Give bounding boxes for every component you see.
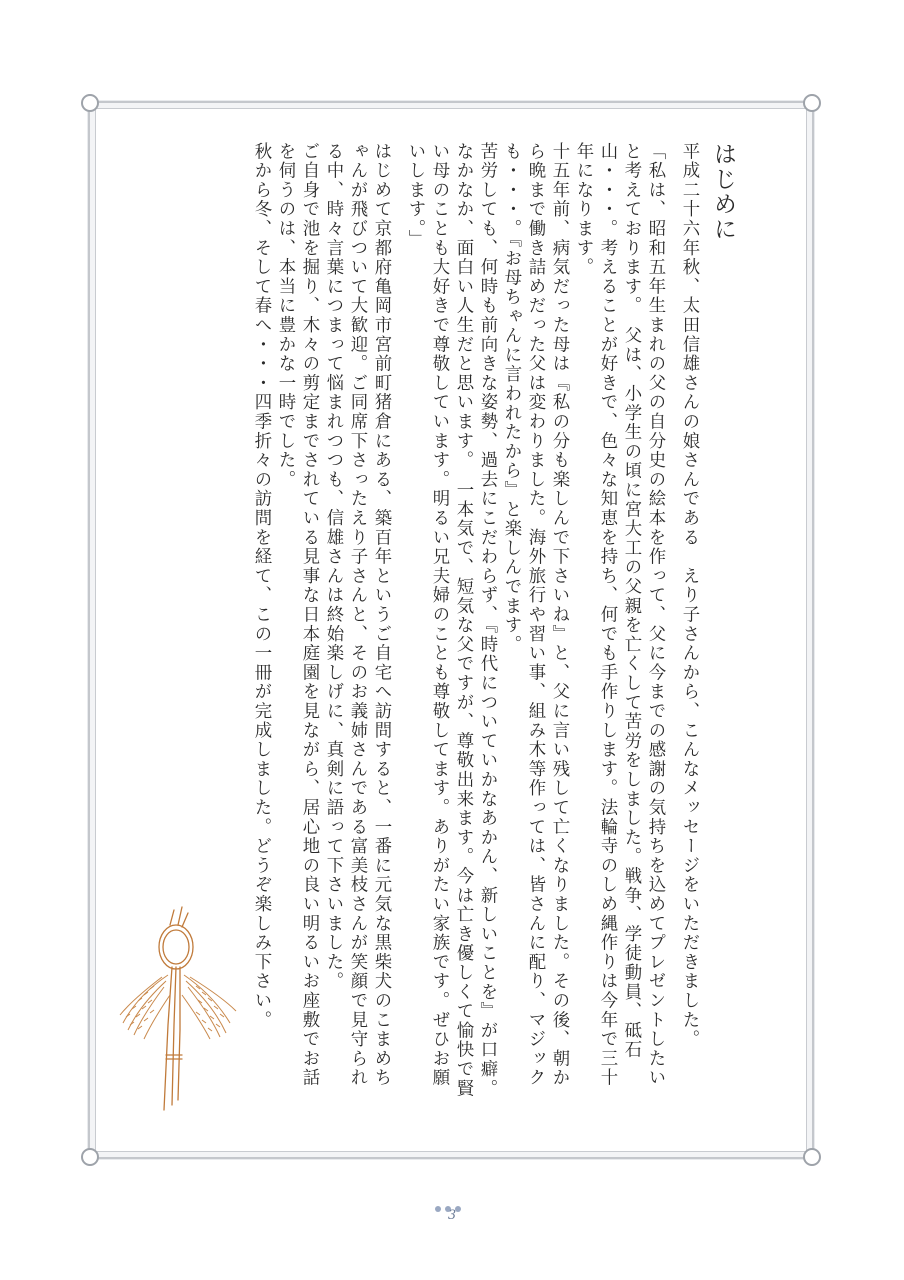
paragraph-4: はじめて京都府亀岡市宮前町猪倉にある、築百年というご自宅へ訪問すると、一番に元気な黒柴犬のこまめちゃんが飛びついて大歓迎。ご同席下さったえり子さんと、そのお義姉さんである富美枝さんが笑顔で見守られる中、時々言葉につまって悩まれつつも、信雄さんは終始楽しげに、真剣に語って下さいました。 <box>323 142 391 1088</box>
frame-corner-ornament <box>803 1148 821 1166</box>
page-title: はじめに <box>710 142 736 242</box>
paragraph-6: 秋から冬、そして春へ・・・四季折々の訪問を経て、この一冊が完成しました。どうぞ楽しみ下さい。 <box>251 142 271 1030</box>
frame-corner-ornament <box>81 94 99 112</box>
paragraph-1: 「私は、昭和五年生まれの父の自分史の絵本を作って、父に今までの感謝の気持ちを込めてプレゼントしたいと考えております。 父は、小学生の頃に宮大工の父親を亡くして苦労をしました。戦争、学徒動員、砥石山・・・。考えることが好きで、色々な知恵を持ち、何でも手作りします。法輪寺のしめ縄作りは今年で三十年になります。 <box>573 142 665 1088</box>
paragraph-2: 十五年前、病気だった母は『私の分も楽しんで下さいね』と、父に言い残して亡くなりました。その後、朝から晩まで働き詰めだった父は変わりました。海外旅行や習い事、組み木等作っては、皆さんに配り、マジックも・・・。『お母ちゃんに言われたから』と楽しんでます。 <box>501 142 569 1088</box>
shimenawa-illustration <box>118 905 248 1120</box>
vertical-text-body <box>205 142 735 1102</box>
frame-corner-ornament <box>81 1148 99 1166</box>
frame-corner-ornament <box>803 94 821 112</box>
page-dots <box>433 1197 473 1205</box>
paragraph-3: 苦労しても、何時も前向きな姿勢、過去にこだわらず、『時代についていかなあかん、新しいことを』が口癖。なかなか、面白い人生だと思います。 一本気で、短気な父ですが、尊敬出来ます。今は亡き優しくて愉快で賢い母のことも大好きで尊敬しています。明るい兄夫婦のことも尊敬してます。ありがたい家族です。ぜひお願いします。」 <box>405 142 497 1099</box>
page-number: 3 <box>447 1208 457 1223</box>
intro-line: 平成二十六年秋、太田信雄さんの娘さんである えり子さんから、こんなメッセージをいただきました。 <box>679 142 699 1050</box>
paragraph-5: ご自身で池を掘り、木々の剪定までされている見事な日本庭園を見ながら、居心地の良い明るいお座敷でお話を伺うのは、本当に豊かな一時でした。 <box>275 142 319 1088</box>
